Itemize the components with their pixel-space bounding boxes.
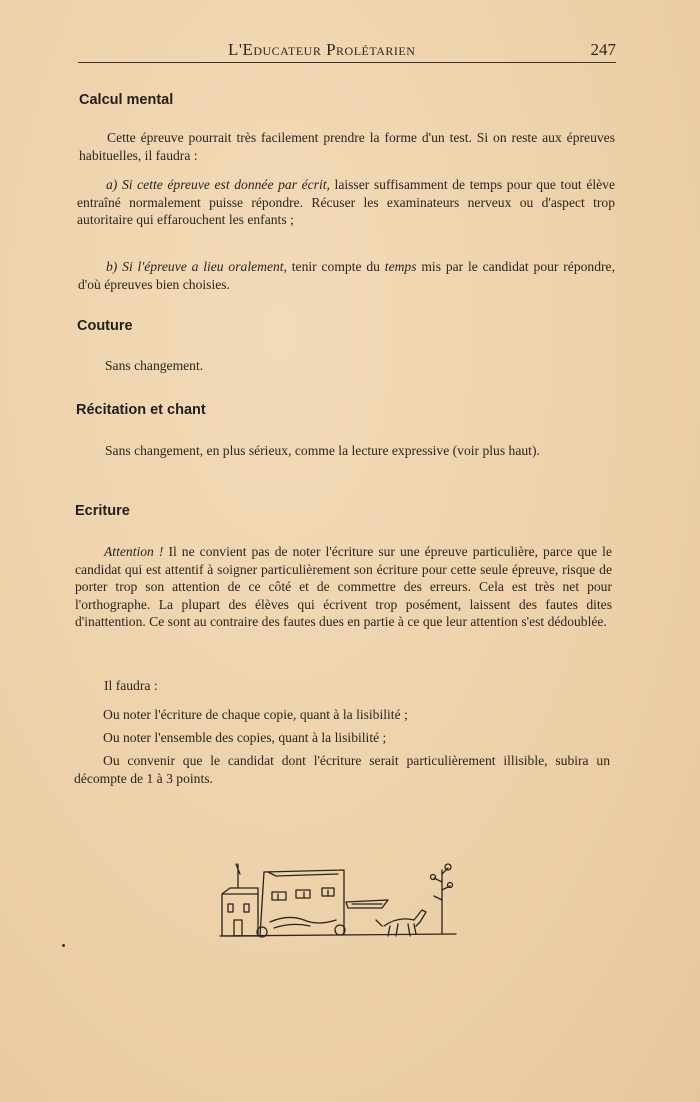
- paragraph: [105, 357, 405, 375]
- paragraph: [74, 752, 610, 787]
- paragraph-text: mis par le candidat pour répondre, d'où épreuves bien choisies.: [78, 259, 615, 292]
- paragraph: [79, 129, 615, 164]
- paragraph: [103, 706, 613, 724]
- paragraph-text: Il ne convient pas de noter l'écriture sur une épreuve particulière, parce que le candidat qui est attentif à soigner particulièrement son écriture pour cette seule épreuve, risque de porter trop son attention de ce côté et de commettre des erreurs. Cela est très net pour l'orthographe. La plupart des élèves qui écrivent trop posément, laissent des fautes dites d'inattention. Ce sont au contraire des fautes dues en partie à ce que leur attention s'est dédoublée.: [75, 544, 612, 630]
- running-header: [78, 40, 616, 63]
- paragraph: [78, 258, 615, 293]
- paragraph-text: Ou noter l'écriture de chaque copie, quant à la lisibilité ;: [103, 707, 408, 722]
- section-heading-recitation-et-chant: Récitation et chant: [76, 402, 206, 418]
- paragraph-lead: Attention !: [104, 544, 164, 559]
- section-heading-ecriture: Ecriture: [75, 503, 130, 519]
- paragraph: [103, 729, 613, 747]
- paragraph-text: Sans changement.: [105, 358, 204, 373]
- paragraph-text: laisser suffisamment de temps pour que tout élève entraîné normalement puisse répondre. Récuser les examinateurs nerveux ou d'aspect trop autoritaire qui effarouchent les enfants ;: [77, 177, 615, 228]
- page-number: 247: [590, 40, 616, 59]
- paragraph-text: tenir compte du: [286, 259, 385, 274]
- paragraph: [104, 677, 404, 695]
- paper-speck: [62, 944, 65, 947]
- child-drawing-illustration: [218, 860, 460, 942]
- paragraph-text: Sans changement, en plus sérieux, comme la lecture expressive (voir plus haut).: [105, 443, 540, 458]
- paragraph-text: Ou noter l'ensemble des copies, quant à la lisibilité ;: [103, 730, 387, 745]
- running-title: L'Educateur Prolétarien: [228, 40, 416, 59]
- paragraph-text: Ou convenir que le candidat dont l'écriture serait particulièrement illisible, subira un décompte de 1 à 3 points.: [74, 753, 610, 786]
- paragraph-emphasis: temps: [384, 259, 417, 274]
- paragraph-lead: a) Si cette épreuve est donnée par écrit,: [106, 177, 330, 192]
- paragraph-lead: b) Si l'épreuve a lieu oralement,: [106, 259, 287, 274]
- paragraph: [75, 543, 612, 631]
- paragraph: [77, 176, 615, 229]
- section-heading-calcul-mental: Calcul mental: [79, 92, 174, 108]
- section-heading-couture: Couture: [77, 318, 133, 334]
- paragraph: [76, 442, 614, 460]
- paragraph-text: Cette épreuve pourrait très facilement prendre la forme d'un test. Si on reste aux épreuves habituelles, il faudra :: [79, 130, 615, 163]
- paragraph-text: Il faudra :: [104, 678, 158, 693]
